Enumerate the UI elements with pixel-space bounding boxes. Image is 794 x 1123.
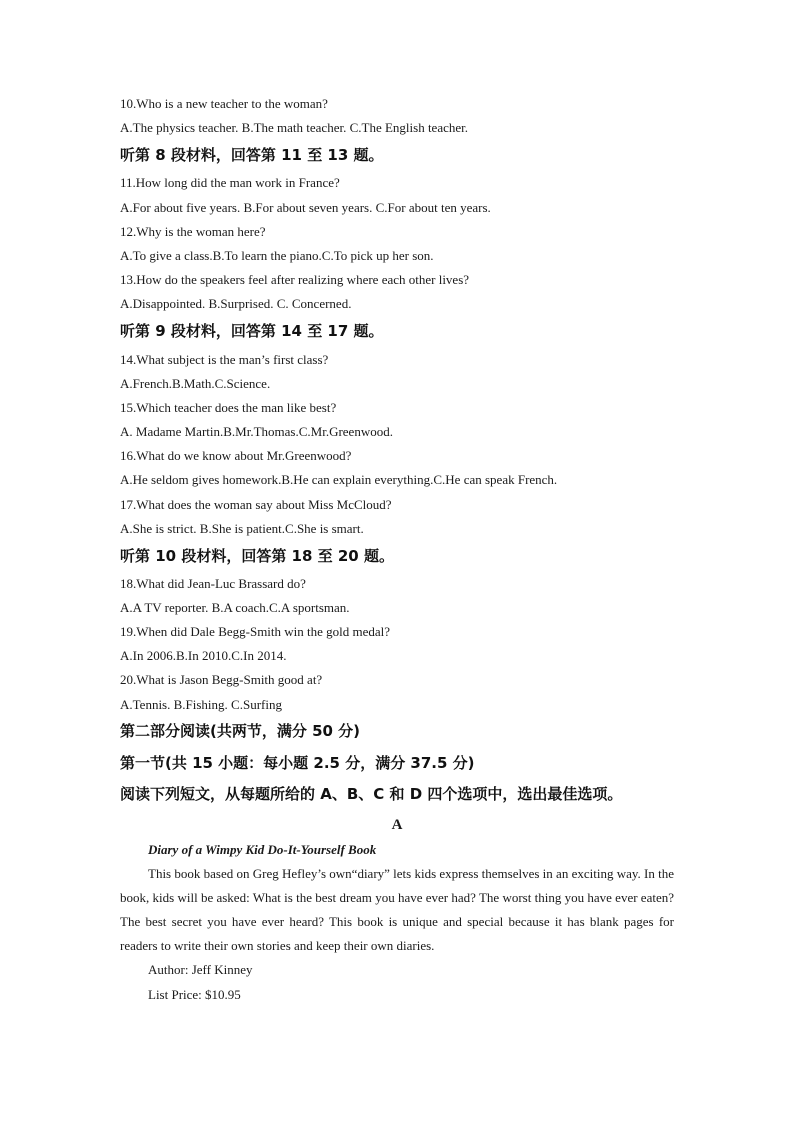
section-9-heading: 听第 9 段材料，回答第 14 至 17 题。 [120,322,384,340]
section-1-heading: 第一节(共 15 小题：每小题 2.5 分，满分 37.5 分) [120,754,475,772]
question-19-options: A.In 2006.B.In 2010.C.In 2014. [120,648,287,663]
question-20-options: A.Tennis. B.Fishing. C.Surfing [120,697,282,712]
question-12-stem: 12.Why is the woman here? [120,224,266,239]
question-15-stem: 15.Which teacher does the man like best? [120,400,337,415]
question-18-stem: 18.What did Jean-Luc Brassard do? [120,576,306,591]
question-18-options: A.A TV reporter. B.A coach.C.A sportsman. [120,600,350,615]
question-13-stem: 13.How do the speakers feel after realizing where each other lives? [120,272,470,287]
question-15-options: A. Madame Martin.B.Mr.Thomas.C.Mr.Greenwood. [120,424,393,439]
passage-price: List Price: $10.95 [148,987,241,1002]
question-11-options: A.For about five years. B.For about seven years. C.For about ten years. [120,200,491,215]
question-17-options: A.She is strict. B.She is patient.C.She is smart. [120,521,364,536]
part-2-heading: 第二部分阅读(共两节，满分 50 分) [120,722,361,740]
question-14-stem: 14.What subject is the man’s first class? [120,352,329,367]
question-17-stem: 17.What does the woman say about Miss McCloud? [120,497,392,512]
section-8-heading: 听第 8 段材料，回答第 11 至 13 题。 [120,146,384,164]
passage-body: This book based on Greg Hefley’s own“diary” lets kids express themselves in an exciting way. In the book, kids will be asked: What is the best dream you have ever had? The worst thing you have ever eaten? The best secret you have ever heard? This book is unique and special because it has blank pages for readers to write their own stories and keep their own diaries. [120,866,674,953]
passage-title: Diary of a Wimpy Kid Do-It-Yourself Book [148,842,377,857]
question-20-stem: 20.What is Jason Begg-Smith good at? [120,672,323,687]
question-10-options: A.The physics teacher. B.The math teacher. C.The English teacher. [120,120,468,135]
section-10-heading: 听第 10 段材料，回答第 18 至 20 题。 [120,547,394,565]
question-11-stem: 11.How long did the man work in France? [120,175,340,190]
question-12-options: A.To give a class.B.To learn the piano.C.To pick up her son. [120,248,434,263]
question-10-stem: 10.Who is a new teacher to the woman? [120,96,328,111]
question-13-options: A.Disappointed. B.Surprised. C. Concerned. [120,296,352,311]
passage-author: Author: Jeff Kinney [148,962,253,977]
passage-letter: A [391,817,403,833]
question-16-options: A.He seldom gives homework.B.He can explain everything.C.He can speak French. [120,472,558,487]
question-16-stem: 16.What do we know about Mr.Greenwood? [120,448,352,463]
question-19-stem: 19.When did Dale Begg-Smith win the gold medal? [120,624,391,639]
reading-instruction: 阅读下列短文，从每题所给的 A、B、C 和 D 四个选项中，选出最佳选项。 [120,785,623,803]
question-14-options: A.French.B.Math.C.Science. [120,376,271,391]
